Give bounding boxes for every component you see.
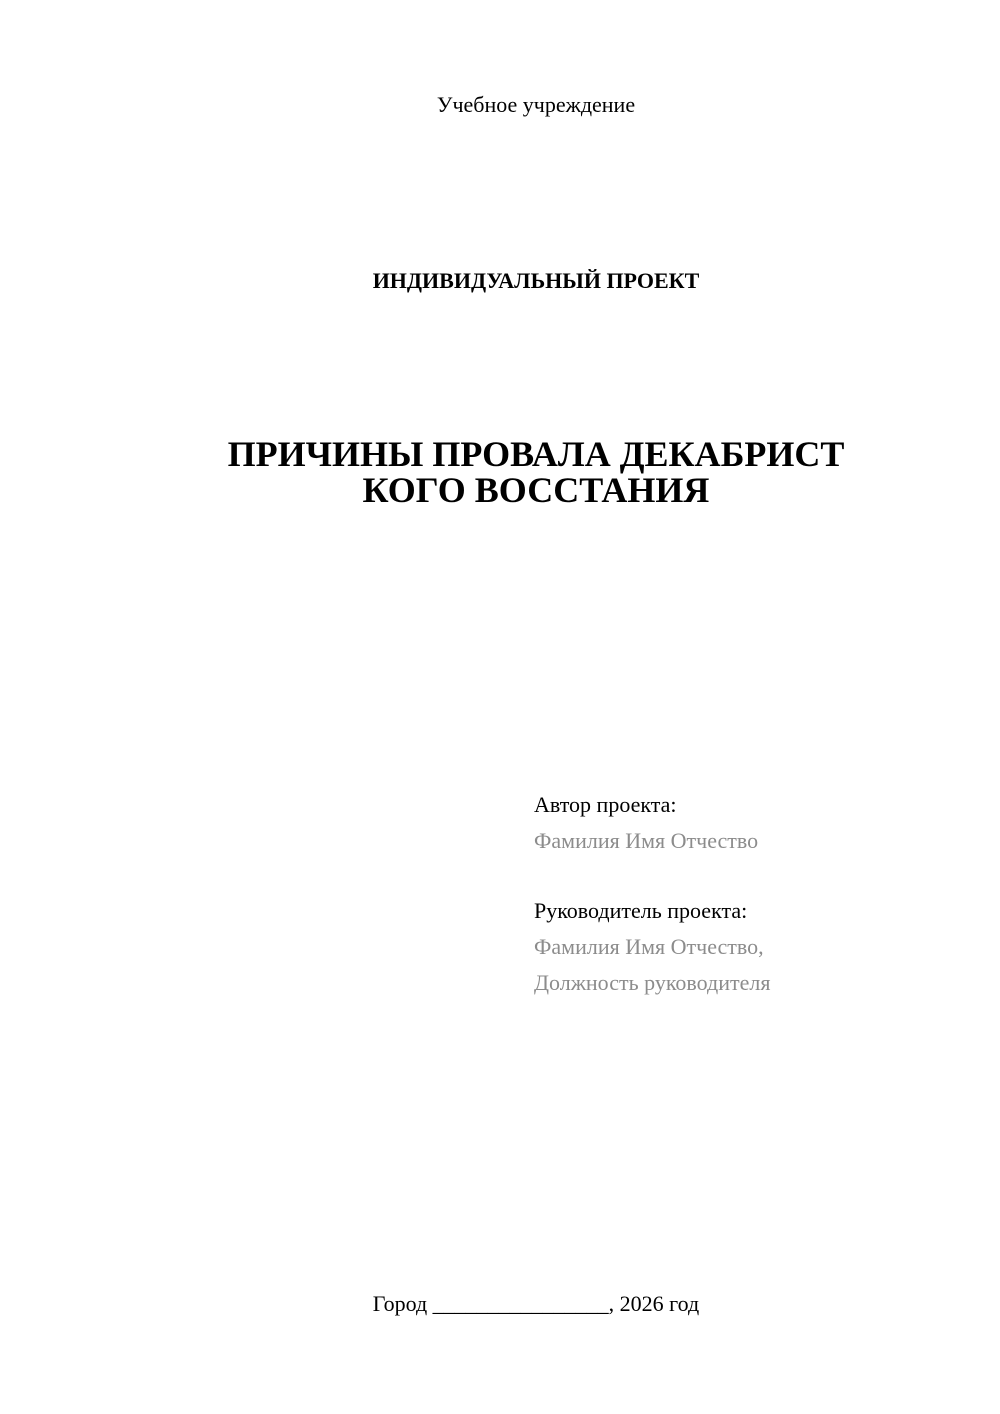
info-spacer <box>534 859 974 893</box>
author-name: Фамилия Имя Отчество <box>534 828 759 853</box>
project-type-heading: ИНДИВИДУАЛЬНЫЙ ПРОЕКТ <box>372 268 700 293</box>
institution-name: Учебное учреждение <box>436 92 636 117</box>
project-title <box>0 436 1000 508</box>
supervisor-position: Должность руководителя <box>534 970 771 995</box>
project-info-block <box>534 787 974 1001</box>
author-label: Автор проекта: <box>534 792 677 817</box>
project-title-line-2: КОГО ВОССТАНИЯ <box>362 470 710 510</box>
supervisor-label: Руководитель проекта: <box>534 898 748 923</box>
supervisor-name: Фамилия Имя Отчество, <box>534 934 764 959</box>
project-title-line-1: ПРИЧИНЫ ПРОВАЛА ДЕКАБРИСТ <box>227 434 845 474</box>
city-year-line: Город ________________, 2026 год <box>372 1291 700 1316</box>
